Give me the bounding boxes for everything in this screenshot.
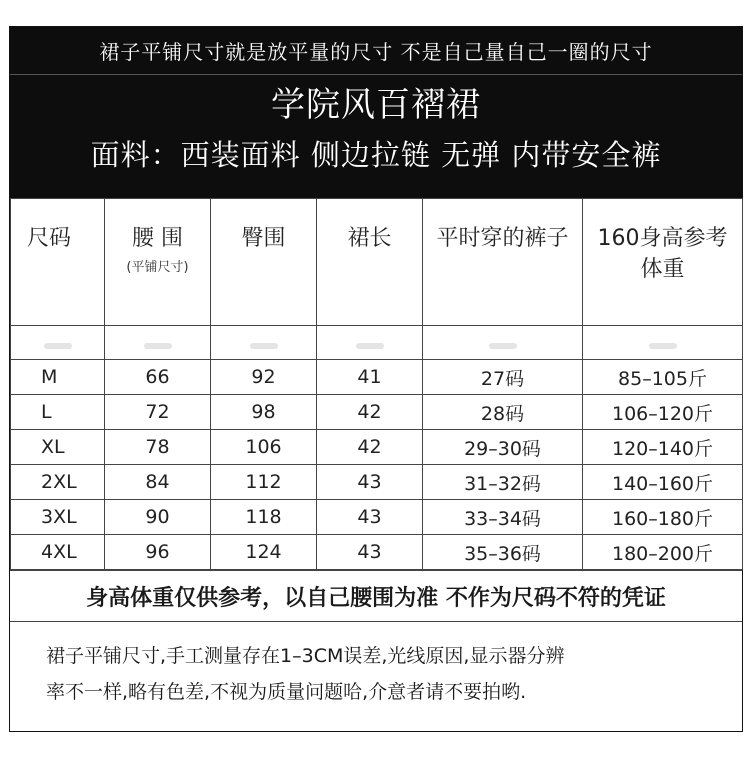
table-cell: 120–140斤 — [583, 430, 743, 465]
table-row — [11, 430, 743, 465]
col-header-weight: 160身高参考体重 — [583, 199, 743, 326]
table-cell: 33–34码 — [423, 500, 583, 535]
table-cell: 78 — [105, 430, 211, 465]
table-cell: 118 — [211, 500, 317, 535]
table-cell: 43 — [317, 500, 423, 535]
table-cell: 43 — [317, 535, 423, 570]
col-header-size: 尺码 — [11, 199, 105, 326]
table-cell: 124 — [211, 535, 317, 570]
table-cell: 106 — [211, 430, 317, 465]
size-chart-sheet — [9, 26, 743, 732]
col-header-length: 裙长 — [317, 199, 423, 326]
table-cell: 3XL — [11, 500, 105, 535]
table-cell: M — [11, 360, 105, 395]
footer-note — [10, 621, 742, 731]
table-row — [11, 500, 743, 535]
table-cell: 27码 — [423, 360, 583, 395]
table-cell: 2XL — [11, 465, 105, 500]
table-header-row — [11, 199, 743, 326]
table-cell: 92 — [211, 360, 317, 395]
table-cell: 72 — [105, 395, 211, 430]
table-cell: 4XL — [11, 535, 105, 570]
table-cell: 41 — [317, 360, 423, 395]
table-cell: L — [11, 395, 105, 430]
table-row — [11, 535, 743, 570]
table-row — [11, 395, 743, 430]
table-row — [11, 465, 743, 500]
table-cell: 106–120斤 — [583, 395, 743, 430]
table-spacer-row — [11, 326, 743, 360]
table-cell: 140–160斤 — [583, 465, 743, 500]
table-cell: 43 — [317, 465, 423, 500]
table-cell: 180–200斤 — [583, 535, 743, 570]
header-block — [10, 27, 742, 198]
size-table — [10, 198, 743, 570]
table-cell: 42 — [317, 430, 423, 465]
table-cell: 84 — [105, 465, 211, 500]
footer-line-1: 裙子平铺尺寸,手工测量存在1–3CM误差,光线原因,显示器分辨 — [46, 645, 565, 667]
table-cell: 85–105斤 — [583, 360, 743, 395]
table-cell: 35–36码 — [423, 535, 583, 570]
col-header-waist-sub: (平铺尺寸) — [126, 260, 189, 275]
col-header-waist: 腰 围 (平铺尺寸) — [105, 199, 211, 326]
col-header-hip: 臀围 — [211, 199, 317, 326]
table-cell: 112 — [211, 465, 317, 500]
table-cell: 28码 — [423, 395, 583, 430]
table-cell: 31–32码 — [423, 465, 583, 500]
table-cell: XL — [11, 430, 105, 465]
measurement-note: 裙子平铺尺寸就是放平量的尺寸 不是自己量自己一圈的尺寸 — [10, 27, 742, 75]
table-cell: 98 — [211, 395, 317, 430]
table-row — [11, 360, 743, 395]
table-cell: 29–30码 — [423, 430, 583, 465]
table-cell: 96 — [105, 535, 211, 570]
col-header-pants-size: 平时穿的裤子 — [423, 199, 583, 326]
table-cell: 42 — [317, 395, 423, 430]
disclaimer: 身高体重仅供参考，以自己腰围为准 不作为尺码不符的凭证 — [10, 570, 742, 621]
product-title: 学院风百褶裙 — [271, 85, 481, 125]
table-cell: 90 — [105, 500, 211, 535]
table-cell: 160–180斤 — [583, 500, 743, 535]
table-cell: 66 — [105, 360, 211, 395]
fabric-info: 面料：西装面料 侧边拉链 无弹 内带安全裤 — [90, 137, 662, 172]
footer-line-2: 率不一样,略有色差,不视为质量问题哈,介意者请不要拍哟. — [46, 681, 527, 703]
